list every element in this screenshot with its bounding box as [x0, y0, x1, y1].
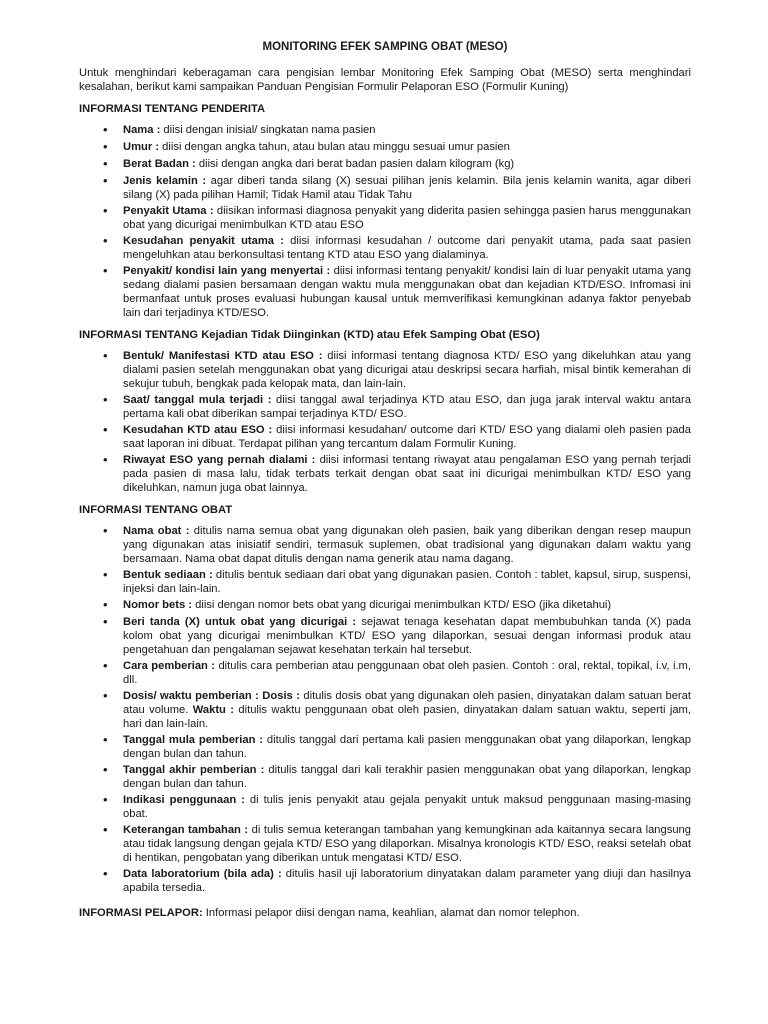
list-item: • Bentuk/ Manifestasi KTD atau ESO : diisi informasi tentang diagnosa KTD/ ESO yang dikeluhkan atau yang dialami pasien setelah menggunakan obat yang dicurigai atau deskripsi secara harfiah, misal bintik kemerahan di sekujur tubuh, bengkak pada kelopak mata, dan lain-lain.: [79, 349, 691, 391]
bullet-icon: [79, 157, 123, 172]
page-title: MONITORING EFEK SAMPING OBAT (MESO): [262, 41, 508, 53]
bullet-icon: [79, 140, 123, 155]
section-heading-obat: INFORMASI TENTANG OBAT: [79, 504, 233, 516]
bullet-icon: [79, 867, 123, 895]
bullet-icon: [79, 659, 123, 687]
list-item: • Bentuk sediaan : ditulis bentuk sediaan dari obat yang digunakan pasien. Contoh : tablet, kapsul, sirup, suspensi, injeksi dan lain-lain.: [79, 568, 691, 596]
pelapor-paragraph: [79, 906, 691, 920]
bullet-icon: [79, 598, 123, 613]
list-item: • Tanggal akhir pemberian : ditulis tanggal dari kali terakhir pasien menggunakan obat yang dilaporkan, lengkap dengan bulan dan tahun.: [79, 763, 691, 791]
list-obat: [79, 524, 691, 895]
list-item: • Nama : diisi dengan inisial/ singkatan nama pasien: [79, 123, 691, 138]
list-item: • Indikasi penggunaan : di tulis jenis penyakit atau gejala penyakit untuk maksud penggunaan masing-masing obat.: [79, 793, 691, 821]
bullet-icon: [79, 615, 123, 657]
list-item: • Tanggal mula pemberian : ditulis tanggal dari pertama kali pasien menggunakan obat yang dilaporkan, lengkap dengan bulan dan tahun.: [79, 733, 691, 761]
bullet-icon: [79, 763, 123, 791]
bullet-icon: [79, 453, 123, 495]
list-item: • Nomor bets : diisi dengan nomor bets obat yang dicurigai menimbulkan KTD/ ESO (jika diketahui): [79, 598, 691, 613]
list-item: • Kesudahan KTD atau ESO : diisi informasi kesudahan/ outcome dari KTD/ ESO yang dialami oleh pasien pada saat laporan ini dibuat. Terdapat pilihan yang tercantum dalam Formulir Kuning.: [79, 423, 691, 451]
pelapor-text: Informasi pelapor diisi dengan nama, keahlian, alamat dan nomor telephon.: [202, 907, 580, 920]
list-item: • Dosis/ waktu pemberian : Dosis : ditulis dosis obat yang digunakan oleh pasien, dinyatakan dalam satuan berat atau volume. Waktu : ditulis waktu penggunaan obat oleh pasien, dinyatakan dalam satuan waktu, seperti jam, hari dan lain-lain.: [79, 689, 691, 731]
list-item: • Kesudahan penyakit utama : diisi informasi kesudahan / outcome dari penyakit utama, pada saat pasien mengeluhkan atau berkonsultasi tentang KTD atau ESO yang dialaminya.: [79, 234, 691, 262]
list-item: • Cara pemberian : ditulis cara pemberian atau penggunaan obat oleh pasien. Contoh : oral, rektal, topikal, i.v, i.m, dll.: [79, 659, 691, 687]
list-penderita: [79, 123, 691, 320]
list-item: • Keterangan tambahan : di tulis semua keterangan tambahan yang kemungkinan ada kaitannya secara langsung atau tidak langsung dengan gejala KTD/ ESO yang dilaporkan. Misalnya kronologis KTD/ ESO, reaksi setelah obat di hentikan, pengobatan yang diberikan untuk mengatasi KTD/ ESO.: [79, 823, 691, 865]
list-item: • Umur : diisi dengan angka tahun, atau bulan atau minggu sesuai umur pasien: [79, 140, 691, 155]
bullet-icon: [79, 393, 123, 421]
bullet-icon: [79, 123, 123, 138]
section-heading-penderita: INFORMASI TENTANG PENDERITA: [79, 103, 266, 115]
list-item: • Saat/ tanggal mula terjadi : diisi tanggal awal terjadinya KTD atau ESO, dan juga jarak interval waktu antara pertama kali obat diberikan sampai terjadinya KTD/ ESO.: [79, 393, 691, 421]
bullet-icon: [79, 234, 123, 262]
list-ktd-eso: [79, 349, 691, 495]
list-item: • Jenis kelamin : agar diberi tanda silang (X) sesuai pilihan jenis kelamin. Bila jenis kelamin wanita, agar diberi silang (X) pada pilihan Hamil; Tidak Hamil atau Tidak Tahu: [79, 174, 691, 202]
list-item: • Riwayat ESO yang pernah dialami : diisi informasi tentang riwayat atau pengalaman ESO yang pernah terjadi pada pasien di masa lalu, tidak terbats terkait dengan obat saat ini dicurigai menimbulkan KTD/ ESO yang dikeluhkan, namun juga obat lainnya.: [79, 453, 691, 495]
section-heading-ktd-eso: INFORMASI TENTANG Kejadian Tidak Diinginkan (KTD) atau Efek Samping Obat (ESO): [79, 329, 540, 341]
bullet-icon: [79, 689, 123, 731]
list-item: • Berat Badan : diisi dengan angka dari berat badan pasien dalam kilogram (kg): [79, 157, 691, 172]
bullet-icon: [79, 423, 123, 451]
bullet-icon: [79, 524, 123, 566]
list-item: • Data laboratorium (bila ada) : ditulis hasil uji laboratorium dinyatakan dalam parameter yang diuji dan hasilnya apabila tersedia.: [79, 867, 691, 895]
bullet-icon: [79, 204, 123, 232]
intro-paragraph: Untuk menghindari keberagaman cara pengisian lembar Monitoring Efek Samping Obat (MESO) serta menghindari kesalahan, berikut kami sampaikan Panduan Pengisian Formulir Pelaporan ESO (Formulir Kuning): [79, 67, 691, 93]
list-item: • Penyakit/ kondisi lain yang menyertai : diisi informasi tentang penyakit/ kondisi lain di luar penyakit utama yang sedang dialami pasien bersamaan dengan waktu mula menggunakan obat dan kejadian KTD/ESO. Infromasi ini bermanfaat untuk proses evaluasi hubungan kausal untuk memverifikasi kemungkinan adanya faktor penyebab lain dari terjadinya KTD/ESO.: [79, 264, 691, 320]
bullet-icon: [79, 264, 123, 320]
bullet-icon: [79, 733, 123, 761]
list-item: • Nama obat : ditulis nama semua obat yang digunakan oleh pasien, baik yang diberikan dengan resep maupun yang digunakan atas inisiatif sendiri, termasuk suplemen, obat tradisional yang digunakan dalam waktu yang bersamaan. Nama obat dapat ditulis dengan nama generik atau nama dagang.: [79, 524, 691, 566]
list-item: • Beri tanda (X) untuk obat yang dicurigai : sejawat tenaga kesehatan dapat membubuhkan tanda (X) pada kolom obat yang dicurigai menimbulkan KTD/ ESO yang dilaporkan, sesuai dengan informasi produk atau pengetahuan dan pengalaman sejawat kesehatan terkain hal tersebut.: [79, 615, 691, 657]
bullet-icon: [79, 349, 123, 391]
pelapor-heading: INFORMASI PELAPOR:: [79, 907, 203, 920]
list-item: • Penyakit Utama : diisikan informasi diagnosa penyakit yang diderita pasien sehingga pasien harus menggunakan obat yang dicurigai menimbulkan KTD atau ESO: [79, 204, 691, 232]
bullet-icon: [79, 793, 123, 821]
bullet-icon: [79, 568, 123, 596]
bullet-icon: [79, 174, 123, 202]
bullet-icon: [79, 823, 123, 865]
